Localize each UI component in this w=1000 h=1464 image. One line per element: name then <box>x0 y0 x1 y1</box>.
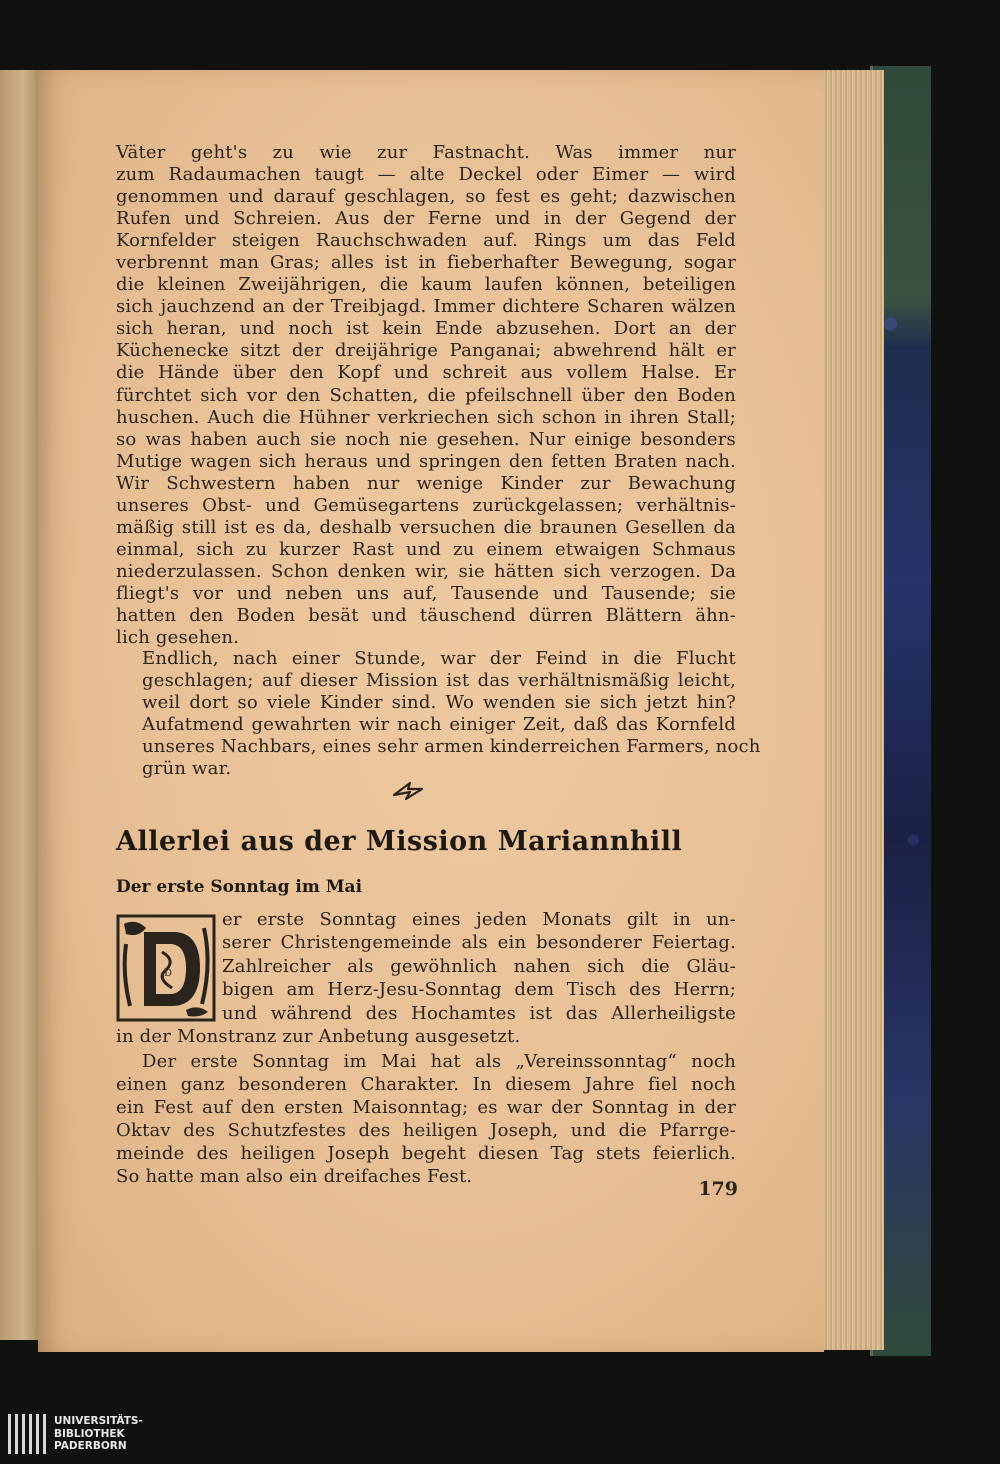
text-line: unseres Obst- und Gemüsegartens zurückgelassen; verhältnis- <box>116 494 736 516</box>
text-line: Mutige wagen sich heraus und springen den fetten Braten nach. <box>116 450 736 472</box>
text-line: sich heran, und noch ist kein Ende abzusehen. Dort an der <box>116 318 736 340</box>
section-ornament-icon <box>388 777 428 801</box>
paragraph-1 <box>116 142 736 649</box>
text-line: so was haben auch sie noch nie gesehen. Nur einige besonders <box>116 428 736 450</box>
page-number: 179 <box>698 1178 738 1200</box>
text-line: grün war. <box>142 758 232 780</box>
text-line: Zahlreicher als gewöhnlich nahen sich die Gläu- <box>222 955 736 977</box>
library-logo-line: UNIVERSITÄTS- <box>54 1415 143 1428</box>
drop-cap-letter: D <box>163 968 173 979</box>
text-line: lich gesehen. <box>116 627 240 649</box>
page-stack-edge <box>818 70 884 1350</box>
text-line: in der Monstranz zur Anbetung ausgesetzt. <box>116 1026 521 1048</box>
library-logo-line: BIBLIOTHEK <box>54 1427 125 1440</box>
text-line: unseres Nachbars, eines sehr armen kinderreichen Farmers, noch <box>142 736 761 758</box>
text-line: Küchenecke sitzt der dreijährige Panganai; abwehrend hält er <box>116 340 736 362</box>
text-line: ein Fest auf den ersten Maisonntag; es war der Sonntag in der <box>116 1097 736 1118</box>
text-line: mäßig still ist es da, deshalb versuchen die braunen Gesellen da <box>116 516 736 538</box>
text-line: die kleinen Zweijährigen, die kaum laufen können, beteiligen <box>116 274 736 296</box>
text-line: er erste Sonntag eines jeden Monats gilt in un- <box>222 909 736 930</box>
text-line: die Hände über den Kopf und schreit aus vollem Halse. Er <box>116 362 736 384</box>
text-line: und während des Hochamtes ist das Allerheiligste <box>222 1002 736 1024</box>
text-line: Väter geht's zu wie zur Fastnacht. Was immer nur <box>116 142 736 163</box>
book-page <box>38 70 824 1352</box>
text-line: niederzulassen. Schon denken wir, sie hätten sich verzogen. Da <box>116 560 736 582</box>
section-heading: Allerlei aus der Mission Mariannhill <box>116 826 683 857</box>
text-line: zum Radaumachen taugt — alte Deckel oder Eimer — wird <box>116 164 736 186</box>
text-line: fliegt's vor und neben uns auf, Tausende und Tausende; sie <box>116 582 736 604</box>
left-page-edge <box>0 70 40 1340</box>
article-subheading: Der erste Sonntag im Mai <box>116 877 363 897</box>
paragraph-4 <box>116 1050 736 1188</box>
text-line: fürchtet sich vor den Schatten, die pfeilschnell über den Boden <box>116 384 736 406</box>
text-line: Endlich, nach einer Stunde, war der Feind in die Flucht <box>142 648 736 669</box>
library-logo <box>0 1412 200 1456</box>
library-logo-bars-icon <box>8 1414 46 1454</box>
paragraph-3 <box>116 908 736 1048</box>
text-line: Wir Schwestern haben nur wenige Kinder zur Bewachung <box>116 472 736 494</box>
text-line: Aufatmend gewahrten wir nach einiger Zeit, daß das Kornfeld <box>142 714 736 736</box>
library-logo-line: PADERBORN <box>54 1440 127 1453</box>
text-line: Kornfelder steigen Rauchschwaden auf. Rings um das Feld <box>116 230 736 252</box>
text-line: Rufen und Schreien. Aus der Ferne und in der Gegend der <box>116 208 736 230</box>
text-line: einen ganz besonderen Charakter. In diesem Jahre fiel noch <box>116 1074 736 1095</box>
text-line: hatten den Boden besät und täuschend dürren Blättern ähn- <box>116 604 736 626</box>
text-line: geschlagen; auf dieser Mission ist das verhältnismäßig leicht, <box>142 670 736 692</box>
paragraph-2 <box>116 648 761 781</box>
text-line: meinde des heiligen Joseph begeht diesen Tag stets feierlich. <box>116 1143 736 1164</box>
library-logo-text <box>54 1415 143 1453</box>
text-line: sich jauchzend an der Treibjagd. Immer dichtere Scharen wälzen <box>116 296 736 318</box>
text-line: einmal, sich zu kurzer Rast und zu einem etwaigen Schmaus <box>116 538 736 560</box>
text-line: serer Christengemeinde als ein besonderer Feiertag. <box>222 932 736 954</box>
text-line: Der erste Sonntag im Mai hat als „Vereinssonntag“ noch <box>142 1051 736 1072</box>
text-line: huschen. Auch die Hühner verkriechen sich schon in ihren Stall; <box>116 406 736 428</box>
text-line: Oktav des Schutzfestes des heiligen Joseph, und die Pfarrge- <box>116 1120 736 1141</box>
text-line: weil dort so viele Kinder sind. Wo wenden sie sich jetzt hin? <box>142 692 736 714</box>
text-line: verbrennt man Gras; alles ist in fieberhafter Bewegung, sogar <box>116 252 736 274</box>
text-line: genommen und darauf geschlagen, so fest es geht; dazwischen <box>116 186 736 208</box>
text-line: bigen am Herz-Jesu-Sonntag dem Tisch des Herrn; <box>222 979 736 1001</box>
text-line: So hatte man also ein dreifaches Fest. <box>116 1166 473 1187</box>
